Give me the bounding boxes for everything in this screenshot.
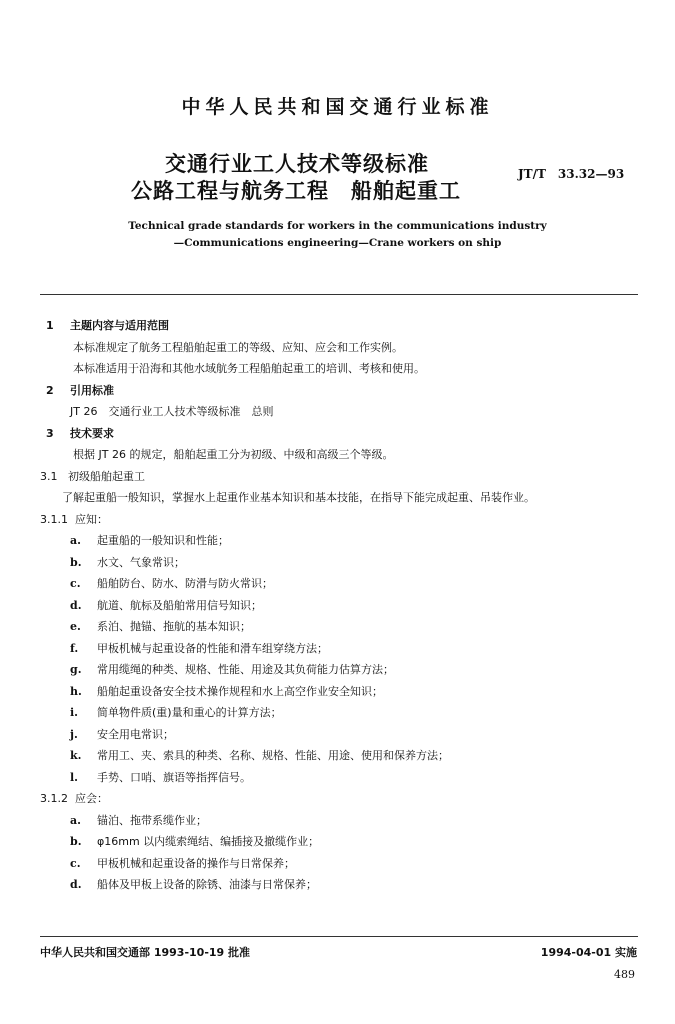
section-number: 3 <box>46 426 54 440</box>
document-title-line1: 交通行业工人技术等级标准 <box>165 152 429 176</box>
list-item-label: f. <box>70 641 79 655</box>
section-title: 应会： <box>75 792 108 805</box>
section-number: 1 <box>46 319 54 332</box>
list-item-text: 船体及甲板上设备的除锈、油漆与日常保养； <box>97 878 317 891</box>
approval-line: 中华人民共和国交通部 1993-10-19 批准 <box>40 946 251 959</box>
list-item-text: 手势、口哨、旗语等指挥信号。 <box>97 770 251 784</box>
section-title: 应知： <box>75 512 108 526</box>
list-item <box>40 853 640 875</box>
list-item <box>40 659 640 681</box>
list-item-text: 甲板机械与起重设备的性能和滑车组穿绕方法； <box>97 641 328 655</box>
section-2-heading <box>40 380 640 402</box>
list-item-label: e. <box>70 620 81 633</box>
list-item-text: 安全用电常识； <box>97 727 174 741</box>
section-title: 引用标准 <box>70 383 114 397</box>
list-item-label: b. <box>70 555 82 569</box>
list-item-text: 航道、航标及船舶常用信号知识； <box>97 598 262 612</box>
list-item-label: k. <box>70 749 82 762</box>
implementation-date: 1994-04-01 实施 <box>540 946 637 959</box>
section-3-1-paragraph: 了解起重船一般知识，掌握水上起重作业基本知识和基本技能，在指导下能完成起重、吊装作业。 <box>62 491 535 504</box>
list-item <box>40 874 640 896</box>
list-item-text: φ16mm 以内缆索绳结、编插接及撤缆作业； <box>97 835 320 848</box>
list-item <box>40 831 640 853</box>
section-2-paragraph: JT 26 交通行业工人技术等级标准 总则 <box>70 405 274 418</box>
section-3-1-1-heading <box>40 509 640 531</box>
page-number: 489 <box>614 968 635 981</box>
know-list <box>40 530 640 788</box>
list-item-text: 水文、气象常识； <box>97 555 185 569</box>
list-item <box>40 745 640 767</box>
section-number: 3.1 <box>40 469 58 483</box>
document-title-line2: 公路工程与航务工程 船舶起重工 <box>131 179 461 203</box>
skill-list <box>40 810 640 896</box>
list-item <box>40 810 640 832</box>
list-item <box>40 573 640 595</box>
list-item-label: j. <box>70 727 78 741</box>
list-item-text: 锚泊、拖带系缆作业； <box>97 813 207 827</box>
document-body <box>40 315 640 896</box>
list-item-label: a. <box>70 534 81 547</box>
list-item-label: d. <box>70 878 82 891</box>
list-item-label: a. <box>70 813 81 827</box>
section-1-paragraph-1: 本标准规定了航务工程船舶起重工的等级、应知、应会和工作实例。 <box>73 340 403 354</box>
section-3-1-heading <box>40 466 640 488</box>
top-divider <box>40 294 638 295</box>
section-3-1-2-heading <box>40 788 640 810</box>
list-item <box>40 767 640 789</box>
list-item-label: l. <box>70 770 79 784</box>
list-item-text: 系泊、抛锚、拖航的基本知识； <box>97 620 251 633</box>
english-title-line1: Technical grade standards for workers in the communications industry <box>128 220 547 232</box>
section-3-paragraph: 根据 JT 26 的规定，船舶起重工分为初级、中级和高级三个等级。 <box>73 448 394 461</box>
list-item-label: c. <box>70 577 81 590</box>
list-item <box>40 702 640 724</box>
section-1-heading <box>40 315 640 337</box>
list-item-text: 甲板机械和起重设备的操作与日常保养； <box>97 856 295 870</box>
section-number: 3.1.1 <box>40 512 68 526</box>
section-number: 3.1.2 <box>40 792 68 805</box>
standard-type-heading: 中华人民共和国交通行业标准 <box>181 96 494 118</box>
list-item <box>40 681 640 703</box>
list-item <box>40 552 640 574</box>
list-item-label: i. <box>70 706 79 719</box>
list-item <box>40 638 640 660</box>
list-item-text: 船舶起重设备安全技术操作规程和水上高空作业安全知识； <box>97 684 383 698</box>
list-item-label: g. <box>70 663 82 676</box>
section-title: 技术要求 <box>70 426 114 440</box>
list-item-label: c. <box>70 856 81 870</box>
list-item <box>40 616 640 638</box>
list-item-label: d. <box>70 598 82 612</box>
standard-code: JT/T 33.32—93 <box>518 167 625 181</box>
section-title: 初级船舶起重工 <box>68 469 145 483</box>
section-number: 2 <box>46 383 54 397</box>
list-item <box>40 724 640 746</box>
list-item-text: 常用工、夹、索具的种类、名称、规格、性能、用途、使用和保养方法； <box>97 749 449 762</box>
list-item-text: 简单物件质(重)量和重心的计算方法； <box>97 706 282 719</box>
bottom-divider <box>40 936 638 937</box>
english-title-line2: —Communications engineering—Crane workers on ship <box>173 237 502 249</box>
list-item <box>40 595 640 617</box>
list-item-text: 常用缆绳的种类、规格、性能、用途及其负荷能力估算方法； <box>97 663 394 676</box>
section-title: 主题内容与适用范围 <box>70 319 169 332</box>
list-item-text: 船舶防台、防水、防滑与防火常识； <box>97 577 273 590</box>
list-item-text: 起重船的一般知识和性能； <box>97 534 229 547</box>
list-item-label: h. <box>70 684 82 698</box>
list-item-label: b. <box>70 835 82 848</box>
english-title <box>0 218 675 252</box>
section-1-paragraph-2: 本标准适用于沿海和其他水域航务工程船舶起重工的培训、考核和使用。 <box>73 362 425 375</box>
list-item <box>40 530 640 552</box>
section-3-heading <box>40 423 640 445</box>
